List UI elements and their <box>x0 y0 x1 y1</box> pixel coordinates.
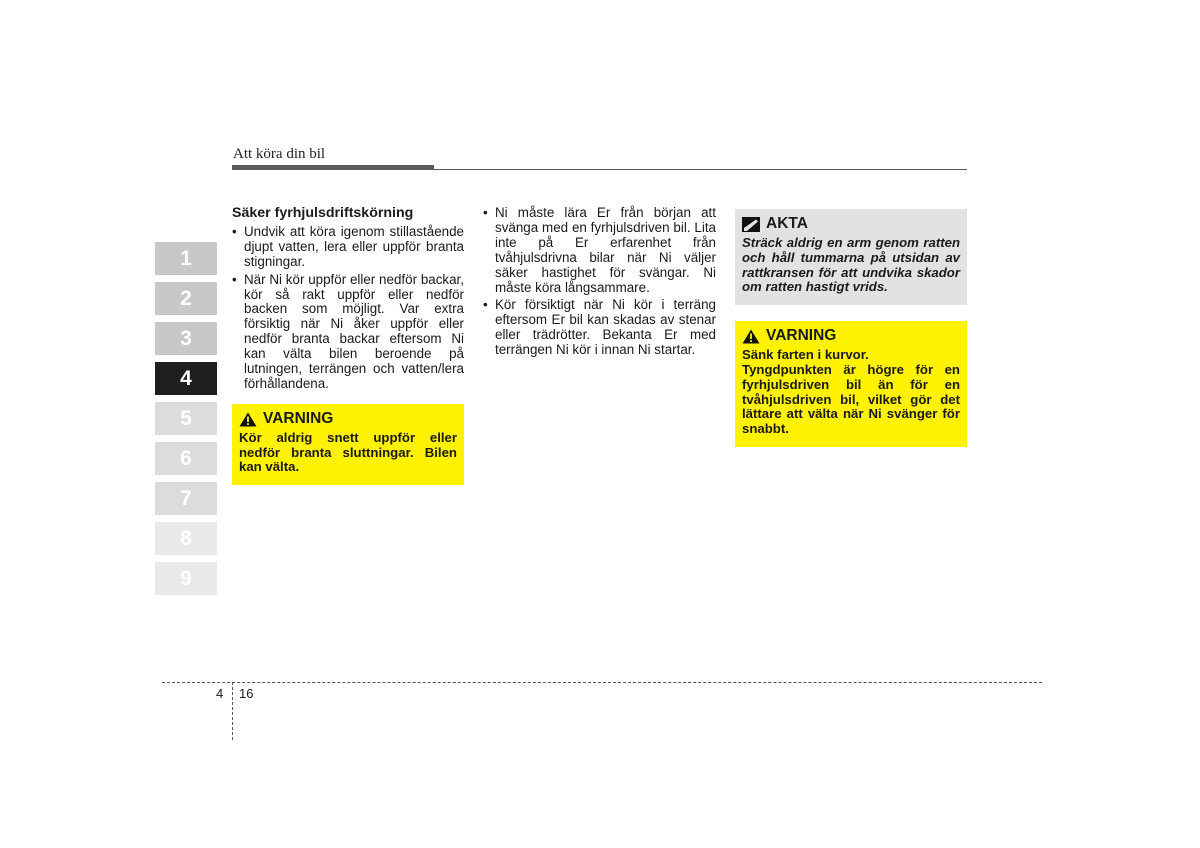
chapter-tab-2[interactable]: 2 <box>155 282 217 315</box>
caution-box <box>735 209 967 305</box>
chapter-tab-6[interactable]: 6 <box>155 442 217 475</box>
page-chapter-number: 4 <box>216 686 224 701</box>
chapter-tab-8[interactable]: 8 <box>155 522 217 555</box>
column-2 <box>483 206 716 361</box>
chapter-tabs <box>155 242 217 602</box>
warning-paragraph: Tyngdpunkten är högre för en fyrhjulsdriven bil än för en tvåhjulsdriven bil, vilket gör det lättare att välta när Ni svänger för snabbt. <box>742 361 960 437</box>
warning-label: VARNING <box>263 409 334 427</box>
chapter-tab-7[interactable]: 7 <box>155 482 217 515</box>
header-rule <box>232 169 967 170</box>
column-3 <box>735 209 967 447</box>
warning-paragraph: Kör aldrig snett uppför eller nedför branta sluttningar. Bilen kan välta. <box>239 429 457 475</box>
list-item: • Ni måste lära Er från början att svänga med en fyrhjulsdriven bil. Lita inte på Er erfarenhet från tvåhjulsdrivna bilar när Ni väljer säker hastighet för svängar. Ni måste köra långsammare. <box>483 206 716 295</box>
chapter-tab-3[interactable]: 3 <box>155 322 217 355</box>
bullet-list <box>232 225 464 392</box>
caution-text <box>742 236 960 295</box>
column-1 <box>232 206 464 485</box>
section-heading: Säker fyrhjulsdriftskörning <box>232 205 414 221</box>
page-header-title: Att köra din bil <box>233 146 326 162</box>
list-item: • När Ni kör uppför eller nedför backar, kör så rakt uppför eller nedför backen som möjligt. Var extra försiktig när Ni åker uppför eller nedför branta backar eftersom Ni kan välta bilen beroende på lutningen, terrängen och vatten/lera förhållandena. <box>232 273 464 392</box>
chapter-tab-5[interactable]: 5 <box>155 402 217 435</box>
warning-text <box>742 348 960 437</box>
chapter-tab-1[interactable]: 1 <box>155 242 217 275</box>
caution-paragraph: Sträck aldrig en arm genom ratten och håll tummarna på utsidan av rattkransen för att undvika skador om ratten hastigt vrids. <box>742 235 960 295</box>
list-item: • Kör försiktigt när Ni kör i terräng eftersom Er bil kan skadas av stenar eller trädrötter. Bekanta Er med terrängen Ni kör i innan Ni startar. <box>483 298 716 358</box>
caution-title <box>742 217 960 232</box>
chapter-tab-4[interactable]: 4 <box>155 362 217 395</box>
footer-divider <box>162 682 1042 683</box>
bullet-list <box>483 206 716 358</box>
chapter-tab-9[interactable]: 9 <box>155 562 217 595</box>
caution-icon <box>742 217 760 232</box>
warning-title <box>239 409 457 427</box>
page-number: 16 <box>239 686 254 701</box>
warning-title <box>742 329 960 344</box>
warning-box <box>232 404 464 485</box>
warning-text <box>239 431 457 475</box>
warning-line: Sänk farten i kurvor. <box>742 347 869 363</box>
warning-triangle-icon <box>742 329 760 344</box>
warning-label: VARNING <box>766 327 837 345</box>
list-item: • Undvik att köra igenom stillastående djupt vatten, lera eller uppför branta stigningar. <box>232 225 464 270</box>
warning-triangle-icon <box>239 412 257 427</box>
warning-box <box>735 321 967 447</box>
footer-divider-vertical <box>232 682 233 740</box>
caution-label: AKTA <box>766 215 808 233</box>
